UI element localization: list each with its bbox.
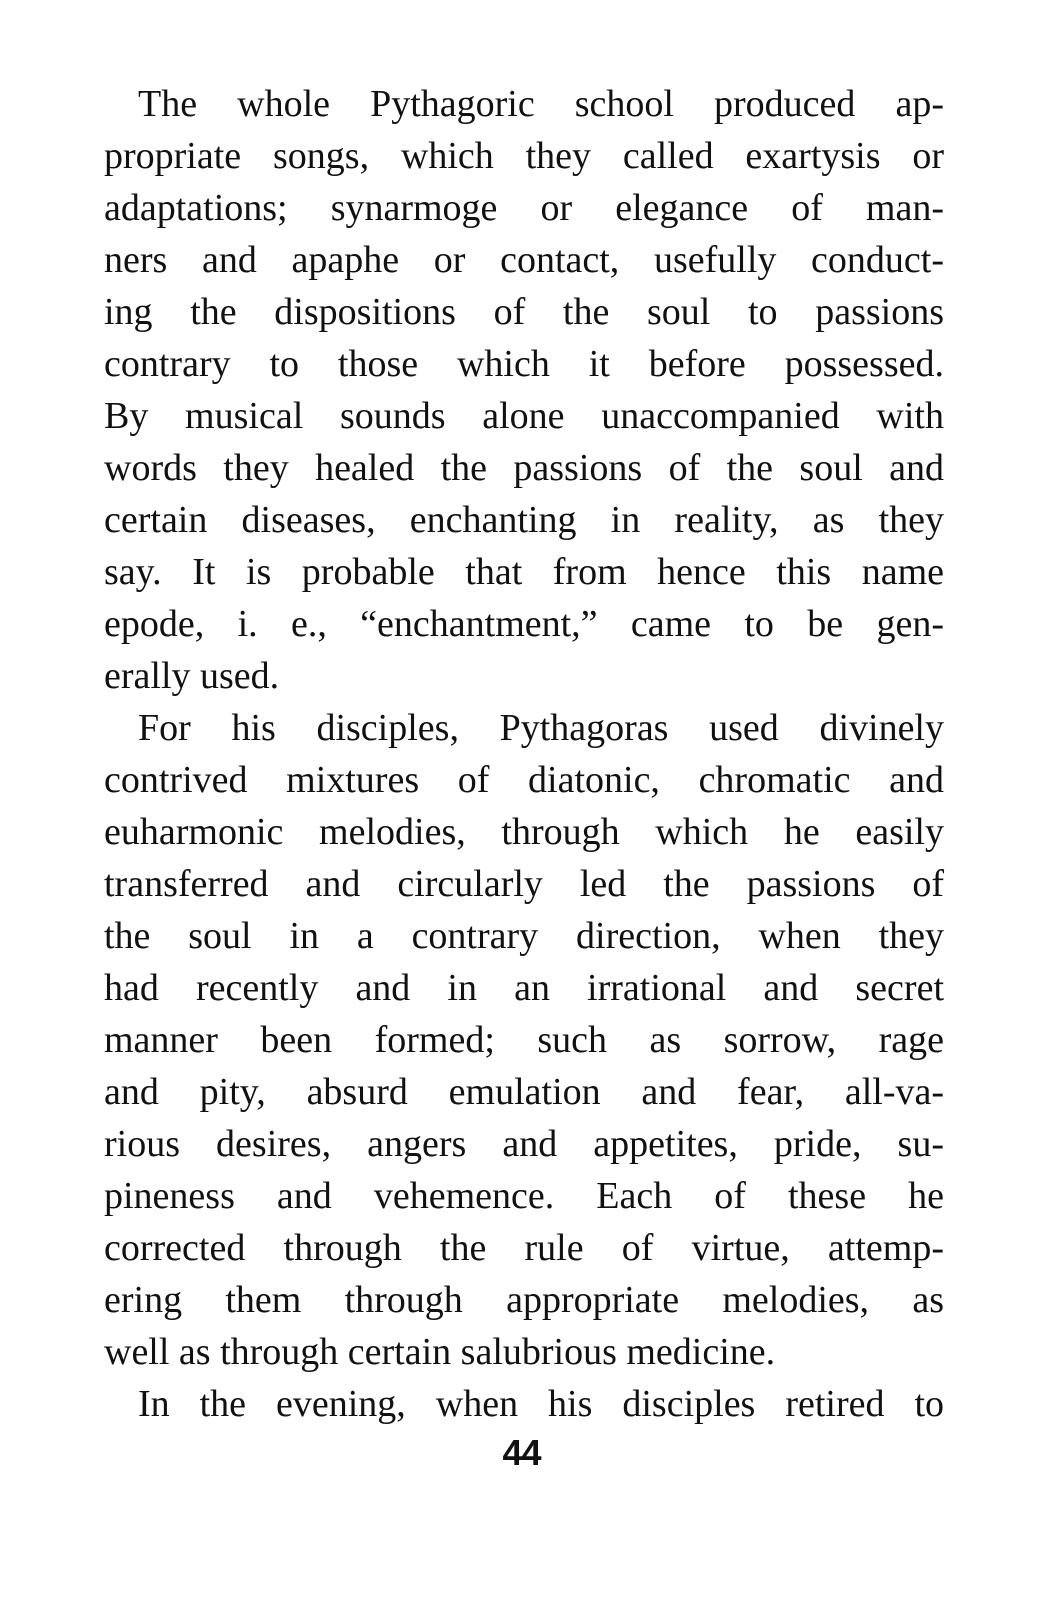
text-line: ners and apaphe or contact, usefully conduct- — [104, 239, 944, 281]
text-line: ing the dispositions of the soul to passions — [104, 291, 944, 333]
text-line: well as through certain salubrious medicine. — [104, 1331, 776, 1373]
text-line: contrived mixtures of diatonic, chromatic and — [104, 759, 944, 801]
text-line: epode, i. e., “enchantment,” came to be gen- — [104, 603, 944, 645]
text-line: words they healed the passions of the soul and — [104, 447, 944, 489]
text-line: ering them through appropriate melodies, as — [104, 1279, 944, 1321]
text-line: manner been formed; such as sorrow, rage — [104, 1019, 944, 1061]
text-line: euharmonic melodies, through which he easily — [104, 811, 944, 853]
text-line: propriate songs, which they called exartysis or — [104, 135, 944, 177]
text-line: corrected through the rule of virtue, attemp- — [104, 1227, 944, 1269]
text-line: adaptations; synarmoge or elegance of man- — [104, 187, 944, 229]
text-line: certain diseases, enchanting in reality, as they — [104, 499, 944, 541]
text-line: say. It is probable that from hence this name — [104, 551, 944, 593]
paragraph-2 — [104, 702, 944, 1378]
text-line: The whole Pythagoric school produced ap‑ — [138, 83, 944, 125]
paragraph-1 — [104, 78, 944, 702]
text-line: transferred and circularly led the passions of — [104, 863, 944, 905]
page-body — [104, 78, 944, 1430]
text-line: and pity, absurd emulation and fear, all-va- — [104, 1071, 944, 1113]
text-line: the soul in a contrary direction, when they — [104, 915, 944, 957]
text-line: By musical sounds alone unaccompanied with — [104, 395, 944, 437]
text-line: rious desires, angers and appetites, pride, su- — [104, 1123, 944, 1165]
text-line: In the evening, when his disciples retired to — [138, 1383, 944, 1425]
text-line: For his disciples, Pythagoras used divinely — [138, 707, 944, 749]
text-line: contrary to those which it before possessed. — [104, 343, 944, 385]
text-line: erally used. — [104, 655, 280, 697]
paragraph-3 — [104, 1378, 944, 1430]
text-line: pineness and vehemence. Each of these he — [104, 1175, 944, 1217]
text-line: had recently and in an irrational and secret — [104, 967, 944, 1009]
page-number: 44 — [502, 1432, 541, 1473]
